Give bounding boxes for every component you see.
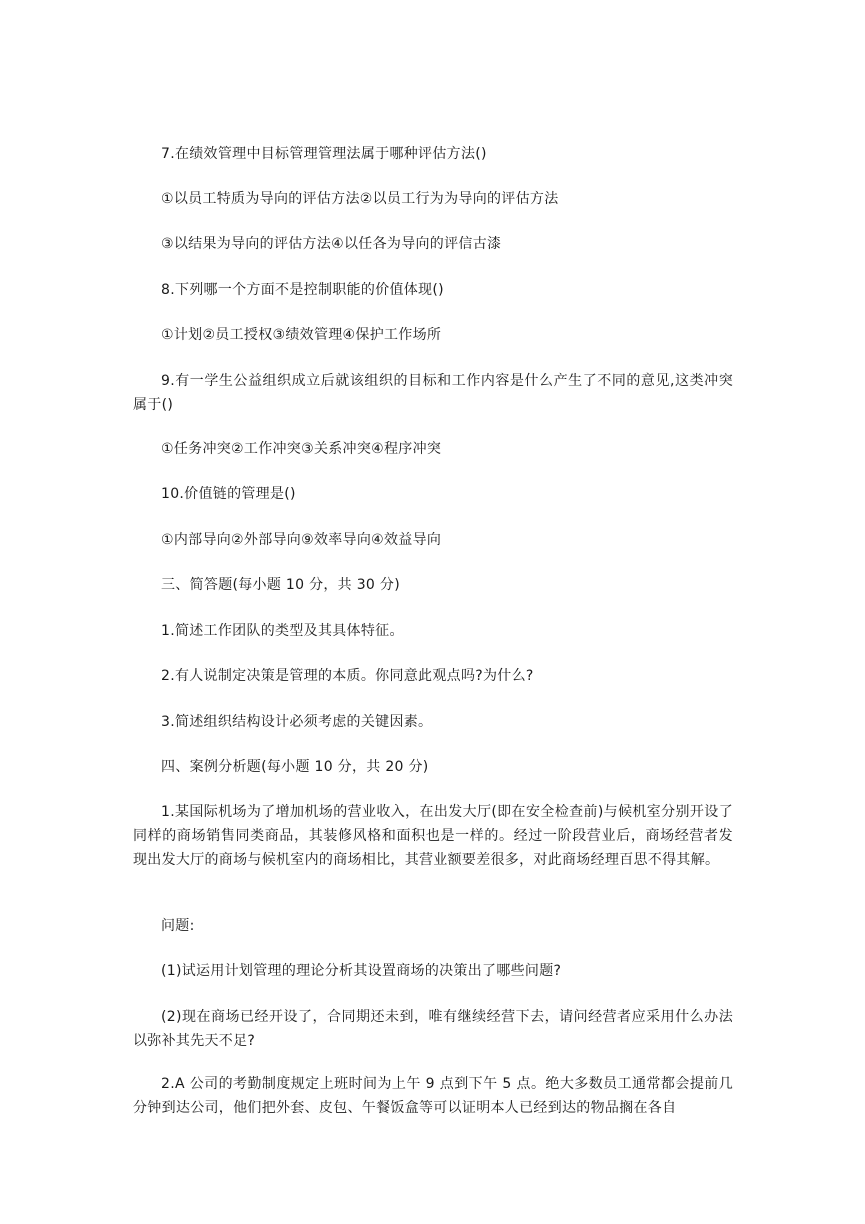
question-10-options: ①内部导向②外部导向⑨效率导向④效益导向	[161, 532, 442, 548]
section-heading-short-answer: 三、简答题(每小题 10 分，共 30 分)	[161, 577, 400, 593]
question-7: 7.在绩效管理中目标管理管理法属于哪种评估方法()	[161, 146, 487, 162]
case-1-questions-heading: 问题:	[161, 918, 195, 934]
section-heading-case-analysis: 四、案例分析题(每小题 10 分，共 20 分)	[161, 759, 429, 775]
short-answer-3: 3.简述组织结构设计必须考虑的关键因素。	[161, 714, 433, 730]
question-9: 9.有一学生公益组织成立后就该组织的目标和工作内容是什么产生了不同的意见,这类冲突属于()	[133, 373, 733, 413]
question-8-options: ①计划②员工授权③绩效管理④保护工作场所	[161, 327, 442, 343]
question-7-options-3-4: ③以结果为导向的评估方法④以任各为导向的评信古漆	[161, 236, 502, 252]
case-1-question-1: (1)试运用计划管理的理论分析其设置商场的决策出了哪些问题?	[161, 963, 562, 979]
question-8: 8.下列哪一个方面不是控制职能的价值体现()	[161, 282, 444, 298]
case-1-description: 1.某国际机场为了增加机场的营业收入，在出发大厅(即在安全检查前)与候机室分别开设了同样的商场销售同类商品，其装修风格和面积也是一样的。经过一阶段营业后，商场经营者发现出发大厅的商场与候机室内的商场相比，其营业额要差很多，对此商场经理百思不得其解。	[133, 804, 733, 868]
short-answer-2: 2.有人说制定决策是管理的本质。你同意此观点吗?为什么?	[161, 668, 534, 684]
case-2-description: 2.A 公司的考勤制度规定上班时间为上午 9 点到下午 5 点。绝大多数员工通常都会提前几分钟到达公司，他们把外套、皮包、午餐饭盒等可以证明本人已经到达的物品搁在各自	[133, 1076, 733, 1116]
case-1-question-2: (2)现在商场已经开设了，合同期还未到，唯有继续经营下去，请问经营者应采用什么办法以弥补其先天不足?	[133, 1009, 733, 1049]
question-9-options: ①任务冲突②工作冲突③关系冲突④程序冲突	[161, 441, 442, 457]
question-10: 10.价值链的管理是()	[161, 486, 296, 502]
question-7-options-1-2: ①以员工特质为导向的评估方法②以员工行为为导向的评估方法	[161, 191, 559, 207]
short-answer-1: 1.简述工作团队的类型及其具体特征。	[161, 623, 404, 639]
